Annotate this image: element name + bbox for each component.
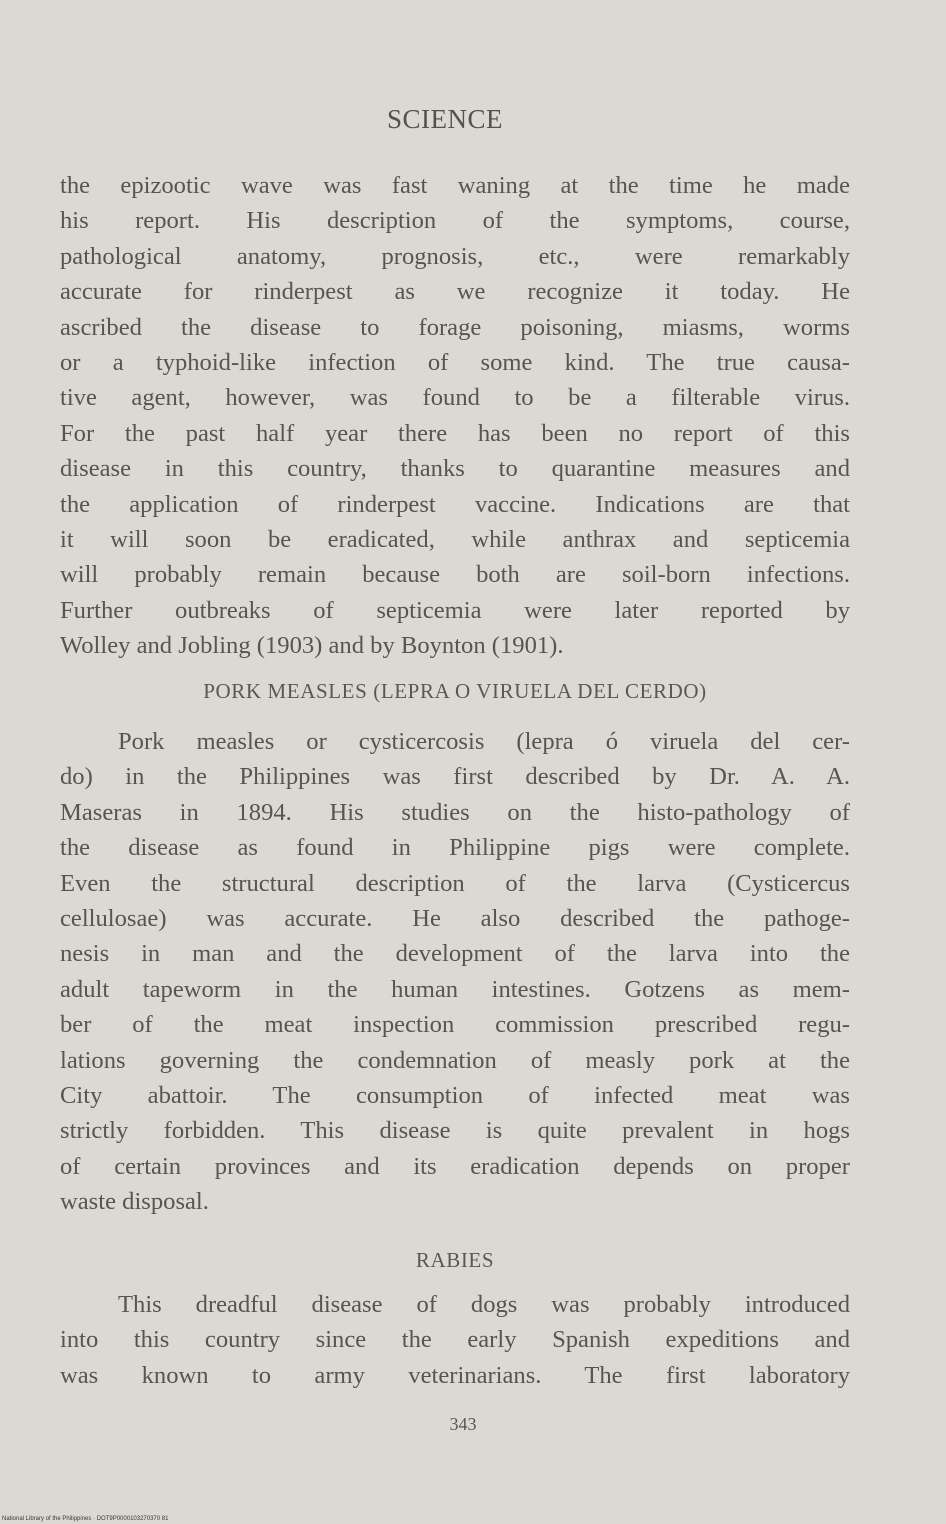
text-line: will probably remain because both are soil-born infections. bbox=[60, 561, 850, 589]
text-line: ber of the meat inspection commission prescribed regu- bbox=[60, 1011, 850, 1039]
text-line: do) in the Philippines was first described by Dr. A. A. bbox=[60, 763, 850, 791]
text-line: ascribed the disease to forage poisoning, miasms, worms bbox=[60, 313, 850, 341]
text-line: waste disposal. bbox=[60, 1188, 209, 1216]
text-line: into this country since the early Spanish expeditions and bbox=[60, 1326, 850, 1354]
library-credit: National Library of the Philippines · DOT9P0000103270370 81 bbox=[2, 1516, 169, 1522]
text-line: his report. His description of the symptoms, course, bbox=[60, 207, 850, 235]
paragraph-pork-measles bbox=[60, 724, 850, 1219]
text-line: City abattoir. The consumption of infected meat was bbox=[60, 1081, 850, 1109]
text-line: the application of rinderpest vaccine. Indications are that bbox=[60, 490, 850, 518]
text-line: Maseras in 1894. His studies on the histo-pathology of bbox=[60, 798, 850, 826]
paragraph-rabies bbox=[60, 1287, 850, 1393]
text-line: Even the structural description of the larva (Cysticercus bbox=[60, 869, 850, 897]
text-line: the epizootic wave was fast waning at the time he made bbox=[60, 172, 850, 199]
text-line: accurate for rinderpest as we recognize it today. He bbox=[60, 278, 850, 306]
text-line: pathological anatomy, prognosis, etc., were remarkably bbox=[60, 242, 850, 270]
text-line: nesis in man and the development of the larva into the bbox=[60, 940, 850, 968]
text-line: adult tapeworm in the human intestines. Gotzens as mem- bbox=[60, 975, 850, 1003]
text-line: This dreadful disease of dogs was probably introduced bbox=[118, 1291, 850, 1318]
text-line: disease in this country, thanks to quarantine measures and bbox=[60, 455, 850, 483]
section-heading-pork-measles: PORK MEASLES (LEPRA O VIRUELA DEL CERDO) bbox=[203, 679, 707, 703]
text-line: the disease as found in Philippine pigs were complete. bbox=[60, 834, 850, 862]
text-line: it will soon be eradicated, while anthrax and septicemia bbox=[60, 525, 850, 553]
text-line: strictly forbidden. This disease is quite prevalent in hogs bbox=[60, 1117, 850, 1145]
text-line: tive agent, however, was found to be a filterable virus. bbox=[60, 384, 850, 412]
section-heading-rabies: RABIES bbox=[415, 1248, 495, 1272]
page-number: 343 bbox=[449, 1414, 477, 1434]
text-line: or a typhoid-like infection of some kind. The true causa- bbox=[60, 348, 850, 376]
paragraph-rinderpest bbox=[60, 168, 850, 663]
running-title: SCIENCE bbox=[386, 104, 503, 134]
text-line: Further outbreaks of septicemia were later reported by bbox=[60, 596, 850, 624]
text-line: cellulosae) was accurate. He also described the pathoge- bbox=[60, 904, 850, 932]
text-line: was known to army veterinarians. The first laboratory bbox=[60, 1361, 850, 1389]
text-line: For the past half year there has been no report of this bbox=[60, 419, 850, 447]
text-line: lations governing the condemnation of measly pork at the bbox=[60, 1046, 850, 1074]
text-line: Pork measles or cysticercosis (lepra ó viruela del cer- bbox=[118, 728, 850, 755]
text-line: of certain provinces and its eradication depends on proper bbox=[60, 1152, 850, 1180]
text-line: Wolley and Jobling (1903) and by Boynton (1901). bbox=[60, 632, 564, 660]
